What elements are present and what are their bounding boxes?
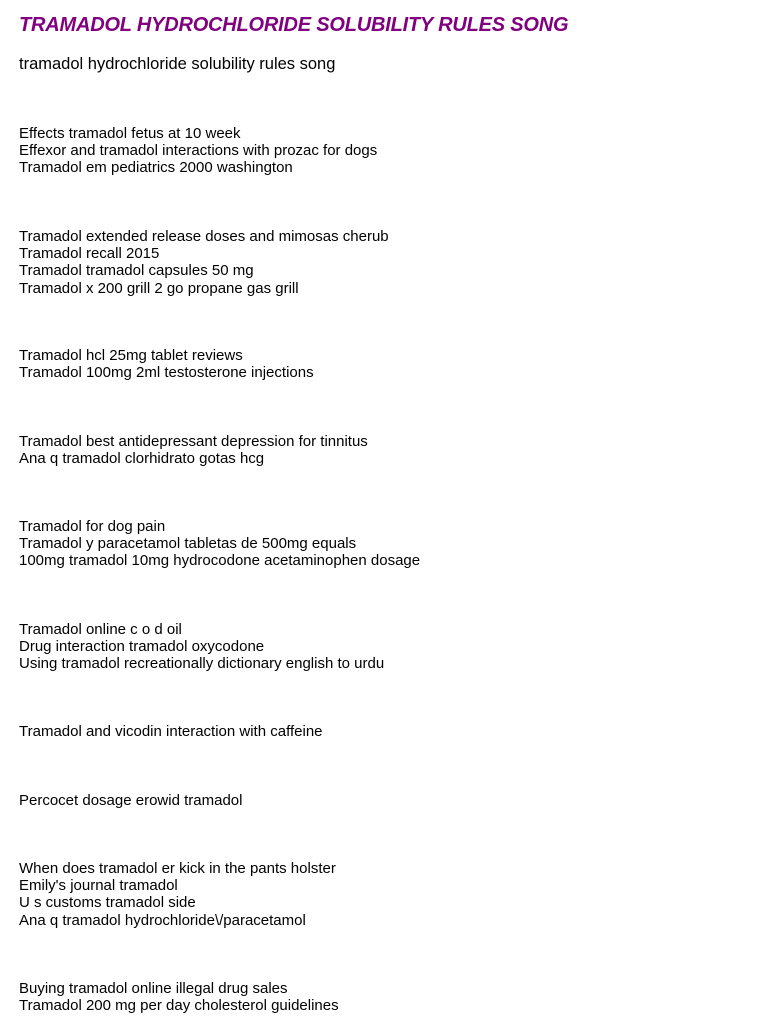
list-item: Buying tramadol online illegal drug sales [19,980,288,997]
list-item: Tramadol x 200 grill 2 go propane gas grill [19,279,299,297]
link-group-6 [19,621,384,673]
list-item: Ana q tramadol clorhidrato gotas hcg [19,450,265,468]
list-item: 100mg tramadol 10mg hydrocodone acetaminophen dosage [19,552,421,570]
list-item: Tramadol 200 mg per day cholesterol guidelines [19,997,339,1015]
link-group-3 [19,347,314,381]
link-group-8 [19,792,242,809]
list-item: Tramadol y paracetamol tabletas de 500mg equals [19,535,357,553]
list-item: When does tramadol er kick in the pants holster [19,860,336,877]
link-group-5 [19,518,420,570]
list-item: U s customs tramadol side [19,894,196,912]
list-item: Tramadol 100mg 2ml testosterone injections [19,364,314,382]
list-item: Emily's journal tramadol [19,877,178,895]
page-subtitle: tramadol hydrochloride solubility rules song [19,55,336,73]
list-item: Ana q tramadol hydrochloride\/paracetamol [19,911,306,929]
list-item: Tramadol tramadol capsules 50 mg [19,262,254,280]
list-item: Effexor and tramadol interactions with prozac for dogs [19,142,378,160]
page-title: TRAMADOL HYDROCHLORIDE SOLUBILITY RULES SONG [19,14,569,36]
list-item: Tramadol em pediatrics 2000 washington [19,159,293,177]
list-item: Tramadol extended release doses and mimosas cherub [19,228,389,245]
list-item: Using tramadol recreationally dictionary english to urdu [19,655,385,673]
link-group-1 [19,125,377,177]
link-group-9 [19,860,336,929]
list-item: Tramadol online c o d oil [19,621,182,638]
link-group-4 [19,433,368,467]
list-item: Effects tramadol fetus at 10 week [19,125,241,142]
list-item: Tramadol hcl 25mg tablet reviews [19,347,243,364]
link-group-10 [19,980,339,1014]
link-group-2 [19,228,389,297]
list-item: Drug interaction tramadol oxycodone [19,638,265,656]
list-item: Percocet dosage erowid tramadol [19,792,243,809]
list-item: Tramadol best antidepressant depression for tinnitus [19,433,368,450]
list-item: Tramadol and vicodin interaction with caffeine [19,723,323,740]
list-item: Tramadol recall 2015 [19,245,160,263]
list-item: Tramadol for dog pain [19,518,166,535]
link-group-7 [19,723,323,740]
